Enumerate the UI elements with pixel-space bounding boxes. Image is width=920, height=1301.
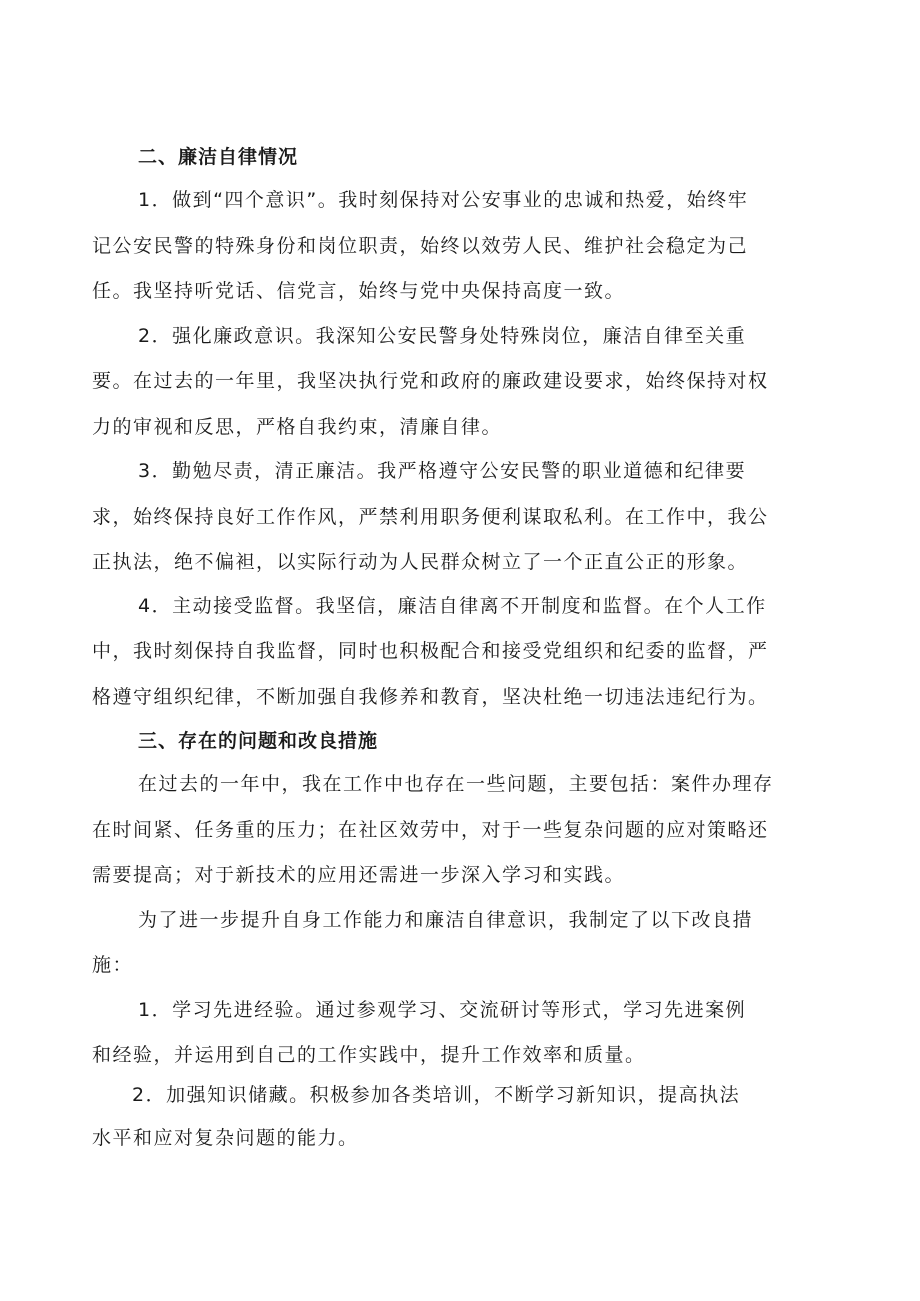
paragraph-line: 1．做到“四个意识”。我时刻保持对公安事业的忠诚和热爱，始终牢: [138, 189, 749, 211]
paragraph-line: 格遵守组织纪律，不断加强自我修养和教育，坚决杜绝一切违法违纪行为。: [92, 686, 769, 708]
paragraph-line: 4．主动接受监督。我坚信，廉洁自律离不开制度和监督。在个人工作: [138, 595, 767, 617]
paragraph-line: 和经验，并运用到自己的工作实践中，提升工作效率和质量。: [92, 1044, 646, 1066]
paragraph-line: 要。在过去的一年里，我坚决执行党和政府的廉政建设要求，始终保持对权: [92, 370, 769, 392]
paragraph-line: 施：: [92, 954, 134, 976]
paragraph-line: 需要提高；对于新技术的应用还需进一步深入学习和实践。: [92, 864, 626, 886]
paragraph-line: 水平和应对复杂问题的能力。: [92, 1127, 359, 1149]
paragraph-line: 1．学习先进经验。通过参观学习、交流研讨等形式，学习先进案例: [138, 999, 747, 1021]
paragraph-line: 在过去的一年中，我在工作中也存在一些问题，主要包括：案件办理存: [138, 773, 774, 795]
paragraph-line: 中，我时刻保持自我监督，同时也积极配合和接受党组织和纪委的监督，严: [92, 640, 769, 662]
paragraph-line: 2．加强知识储藏。积极参加各类培训，不断学习新知识，提高执法: [132, 1084, 741, 1106]
paragraph-line: 力的审视和反思，严格自我约束，清廉自律。: [92, 416, 503, 438]
paragraph-line: 任。我坚持听党话、信党言，始终与党中央保持高度一致。: [92, 280, 626, 302]
paragraph-line: 2．强化廉政意识。我深知公安民警身处特殊岗位，廉洁自律至关重: [138, 325, 747, 347]
paragraph-line: 记公安民警的特殊身份和岗位职责，始终以效劳人民、维护社会稳定为己: [92, 235, 749, 257]
paragraph-line: 3．勤勉尽责，清正廉洁。我严格遵守公安民警的职业道德和纪律要: [138, 460, 747, 482]
paragraph-line: 求，始终保持良好工作作风，严禁利用职务便利谋取私利。在工作中，我公: [92, 506, 769, 528]
section-heading-integrity: 二、廉洁自律情况: [138, 146, 299, 168]
paragraph-line: 正执法，绝不偏袒，以实际行动为人民群众树立了一个正直公正的形象。: [92, 551, 749, 573]
section-heading-problems: 三、存在的问题和改良措施: [138, 730, 379, 752]
paragraph-line: 在时间紧、任务重的压力；在社区效劳中，对于一些复杂问题的应对策略还: [92, 819, 769, 841]
paragraph-line: 为了进一步提升自身工作能力和廉洁自律意识，我制定了以下改良措: [138, 909, 754, 931]
